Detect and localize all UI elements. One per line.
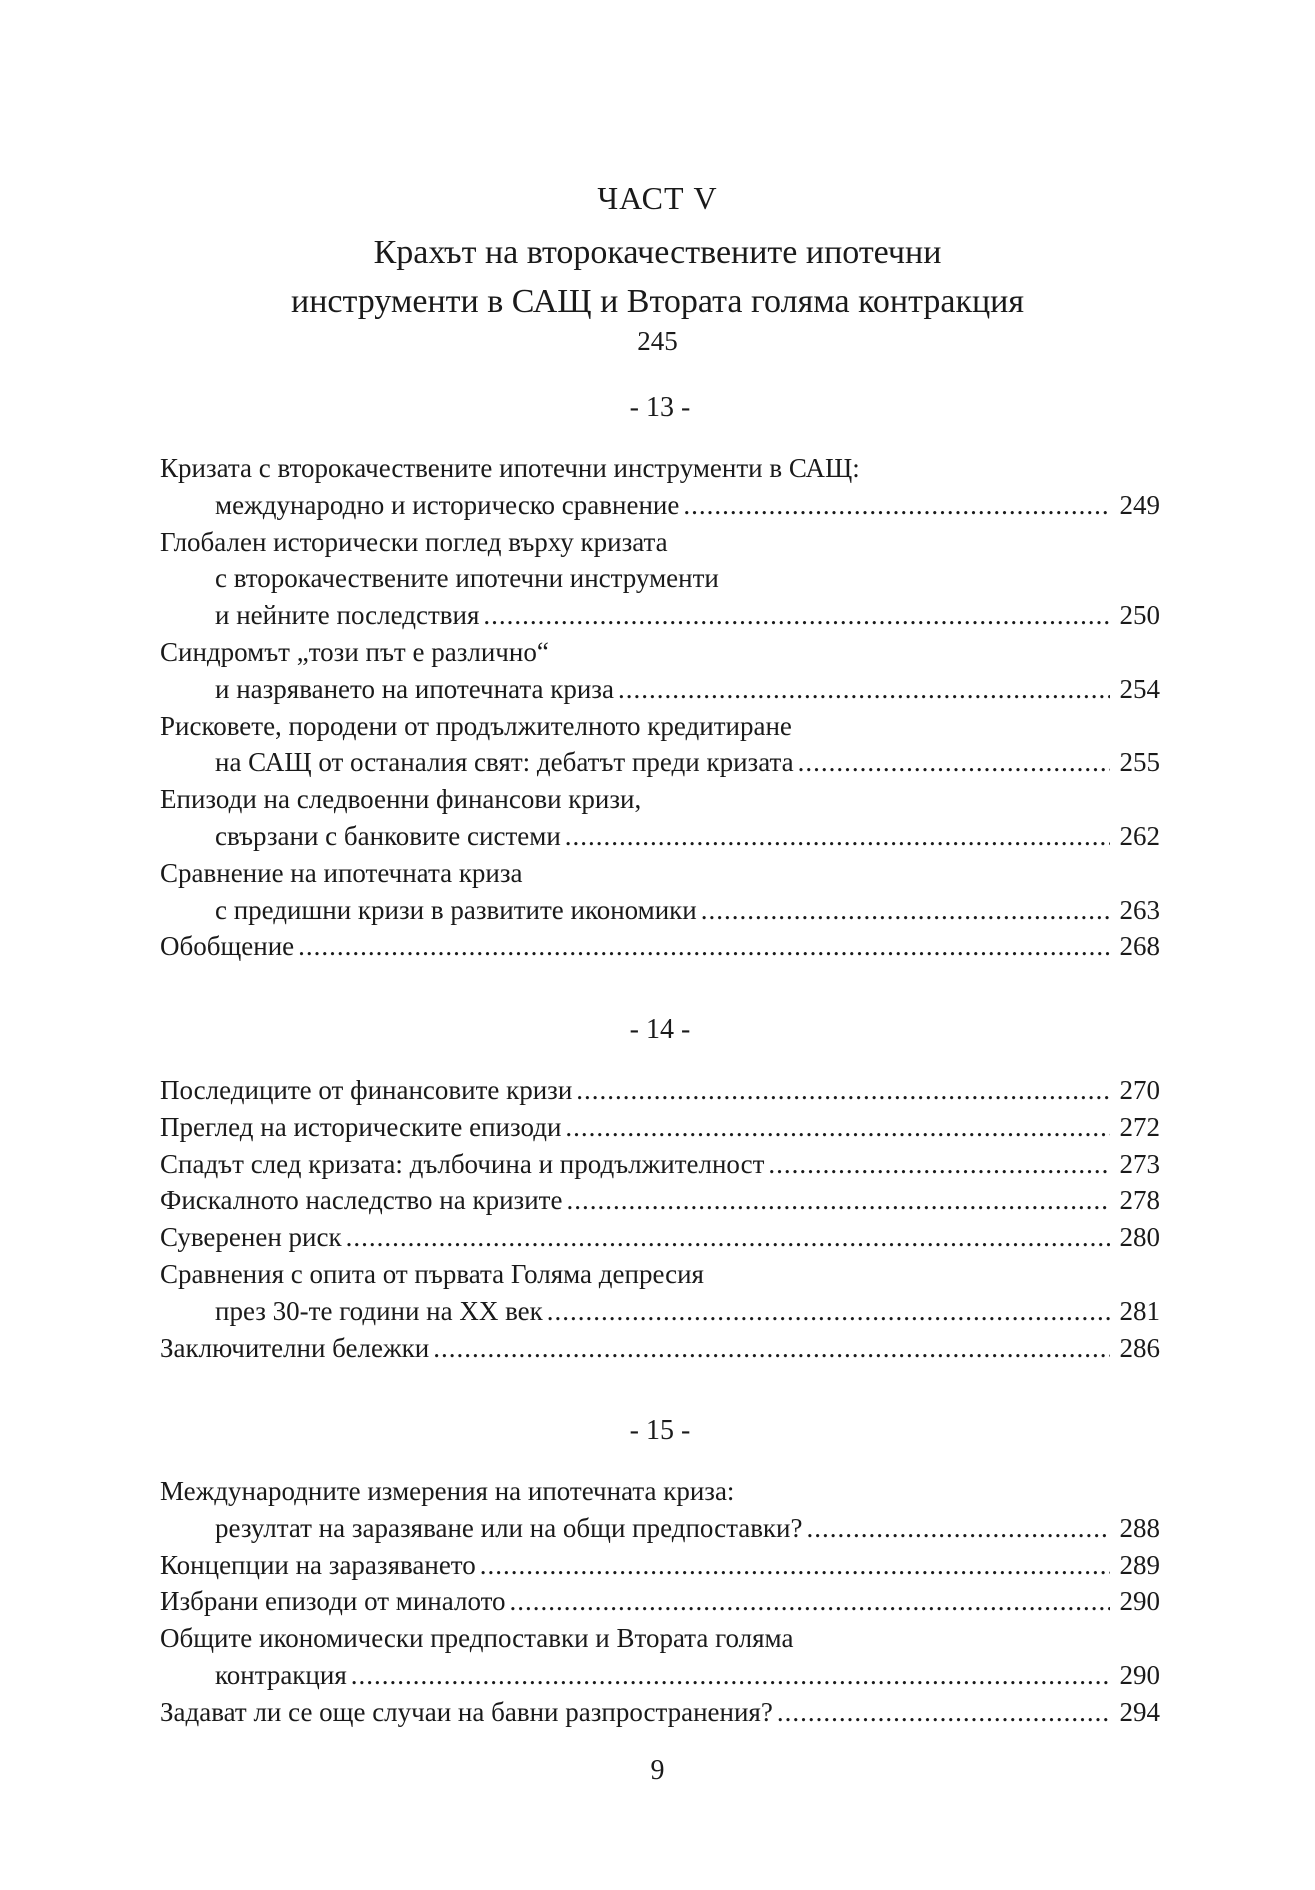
toc-entry[interactable] (160, 781, 1160, 855)
toc-entry-title: Епизоди на следвоенни финансови кризи, (160, 784, 642, 815)
toc-entry-line (160, 818, 1160, 855)
toc-entry-line (160, 1072, 1160, 1109)
toc-page-number: 278 (1119, 1185, 1160, 1216)
toc-page-number: 263 (1119, 894, 1160, 925)
toc-entry-line (160, 1473, 1160, 1510)
toc-entry-title: Спадът след кризата: дълбочина и продължителност (160, 1148, 765, 1179)
toc-entry-line (160, 524, 1160, 561)
toc-entry-title: резултат на заразяване или на общи предпоставки? (215, 1512, 803, 1543)
toc-entry-title: Задават ли се още случаи на бавни разпространения? (160, 1696, 773, 1727)
toc-page-number: 290 (1119, 1586, 1160, 1617)
part-label: ЧАСТ V (597, 180, 718, 216)
toc-entry[interactable] (160, 1146, 1160, 1183)
toc-page-number: 249 (1119, 489, 1160, 520)
toc-entry-line (160, 855, 1160, 892)
toc-entry-line (160, 634, 1160, 671)
dot-leader (547, 1293, 1110, 1330)
dot-leader (777, 1694, 1110, 1731)
toc-page-number: 273 (1119, 1148, 1160, 1179)
toc-entry[interactable] (160, 1182, 1160, 1219)
toc-entry[interactable] (160, 1583, 1160, 1620)
toc-entry-title: Обобщение (160, 931, 295, 962)
dot-leader (565, 818, 1110, 855)
toc-entry[interactable] (160, 1109, 1160, 1146)
dot-leader (683, 487, 1110, 524)
toc-entry-title: Сравнение на ипотечната криза (160, 857, 523, 888)
toc-entry-title: Сравнения с опита от първата Голяма депресия (160, 1258, 704, 1289)
page-number: 9 (650, 1755, 665, 1786)
chapter-number: - 14 - (629, 1014, 691, 1045)
dot-leader (480, 1547, 1110, 1584)
toc-entry-title: Последиците от финансовите кризи (160, 1075, 573, 1105)
toc-entry-title: свързани с банковите системи (215, 820, 561, 851)
toc-entry-line (160, 1583, 1160, 1620)
toc-entry-line (160, 1510, 1160, 1547)
toc-entry-title: на САЩ от останалия свят: дебатът преди кризата (215, 747, 794, 778)
toc-entry-title: с второкачествените ипотечни инструменти (215, 563, 719, 594)
toc-entry[interactable] (160, 524, 1160, 634)
toc-entry-title: Кризата с второкачествените ипотечни инструменти в САЩ: (160, 453, 860, 483)
toc-entry-title: през 30-те години на XX век (215, 1295, 543, 1326)
toc-page-number: 272 (1119, 1111, 1160, 1142)
toc-page-number: 281 (1119, 1295, 1160, 1326)
toc-entry-title: международно и историческо сравнение (215, 489, 680, 520)
toc-entry[interactable] (160, 928, 1160, 965)
toc-entry-line (160, 1657, 1160, 1694)
dot-leader (701, 892, 1110, 929)
toc-page-number: 288 (1119, 1512, 1160, 1543)
toc-entry-line (160, 1256, 1160, 1293)
toc-page-number: 268 (1119, 931, 1160, 962)
dot-leader (298, 928, 1110, 965)
dot-leader (346, 1219, 1110, 1256)
toc-entry-title: и нейните последствия (215, 600, 480, 631)
dot-leader (433, 1330, 1110, 1367)
toc-entry[interactable] (160, 1473, 1160, 1547)
dot-leader (351, 1657, 1110, 1694)
dot-leader (510, 1583, 1110, 1620)
chapter-number: - 15 - (629, 1415, 691, 1446)
toc-entry-line (160, 708, 1160, 745)
toc-page-number: 254 (1119, 673, 1160, 704)
chapter-14 (160, 1008, 1160, 1366)
toc-entry-line (160, 1330, 1160, 1367)
part-page-number: 245 (637, 326, 678, 356)
toc-page-number: 255 (1119, 747, 1160, 778)
dot-leader (807, 1510, 1111, 1547)
toc-entry-line (160, 1219, 1160, 1256)
toc-entry-line (160, 1547, 1160, 1584)
toc-entry-line (160, 781, 1160, 818)
dot-leader (566, 1182, 1110, 1219)
toc-entry-title: и назряването на ипотечната криза (215, 673, 614, 704)
toc-page-number: 290 (1119, 1659, 1160, 1690)
toc-entry-title: Синдромът „този път е различно“ (160, 636, 549, 667)
toc-page-number: 280 (1119, 1222, 1160, 1253)
part-title-line: инструменти в САЩ и Втората голяма контракция (291, 283, 1024, 321)
toc-entry-line (160, 1293, 1160, 1330)
toc-entry-line (160, 744, 1160, 781)
chapter-number: - 13 - (629, 392, 691, 423)
toc-entry-title: Фискалното наследство на кризите (160, 1185, 563, 1216)
toc-entry-title: контракция (215, 1659, 347, 1690)
dot-leader (576, 1072, 1110, 1109)
toc-entry-line (160, 671, 1160, 708)
toc-page-number: 250 (1119, 600, 1160, 631)
chapter-13 (160, 386, 1160, 965)
toc-entry[interactable] (160, 708, 1160, 782)
toc-entry[interactable] (160, 1694, 1160, 1731)
toc-entry-line (160, 1109, 1160, 1146)
dot-leader (768, 1146, 1110, 1183)
toc-page-number: 289 (1119, 1549, 1160, 1580)
toc-entry[interactable] (160, 855, 1160, 929)
toc-entry-title: с предишни кризи в развитите икономики (215, 894, 697, 925)
dot-leader (798, 744, 1110, 781)
toc-entry-title: Рисковете, породени от продължителното кредитиране (160, 710, 792, 741)
toc-page-number: 270 (1119, 1075, 1160, 1105)
dot-leader (483, 597, 1110, 634)
toc-entry-line (160, 1694, 1160, 1731)
toc-entry-line (160, 892, 1160, 929)
toc-page-number: 262 (1119, 820, 1160, 851)
toc-entry[interactable] (160, 1219, 1160, 1256)
dot-leader (565, 1109, 1110, 1146)
toc-entry-line (160, 1182, 1160, 1219)
toc-entry-line (160, 560, 1160, 597)
toc-entry-title: Преглед на историческите епизоди (160, 1111, 562, 1142)
toc-entry-line (160, 1620, 1160, 1657)
toc-entry[interactable] (160, 1256, 1160, 1330)
toc-entry-title: Суверенен риск (160, 1222, 342, 1253)
toc-entry-line (160, 450, 1160, 487)
part-title-line: Крахът на второкачествените ипотечни (373, 234, 942, 271)
toc-entry[interactable] (160, 1330, 1160, 1367)
toc-entry-title: Международните измерения на ипотечната криза: (160, 1476, 735, 1506)
toc-entry[interactable] (160, 634, 1160, 708)
toc-entry[interactable] (160, 1072, 1160, 1109)
toc-entry-title: Общите икономически предпоставки и Втората голяма (160, 1623, 794, 1654)
toc-entry-line (160, 597, 1160, 634)
toc-page-number: 294 (1119, 1696, 1160, 1727)
toc-entry[interactable] (160, 1547, 1160, 1584)
toc-entry-title: Заключителни бележки (160, 1332, 430, 1363)
part-title (0, 228, 1315, 327)
toc-entry-line (160, 1146, 1160, 1183)
toc-entry[interactable] (160, 450, 1160, 524)
toc-page-number: 286 (1119, 1332, 1160, 1363)
toc-entry-line (160, 487, 1160, 524)
toc-entry-line (160, 928, 1160, 965)
toc-entry-title: Концепции на заразяването (160, 1549, 476, 1580)
dot-leader (618, 671, 1110, 708)
toc-entry[interactable] (160, 1620, 1160, 1694)
chapter-15 (160, 1409, 1160, 1731)
toc-entry-title: Глобален исторически поглед върху кризата (160, 526, 668, 557)
toc-entry-title: Избрани епизоди от миналото (160, 1586, 506, 1617)
